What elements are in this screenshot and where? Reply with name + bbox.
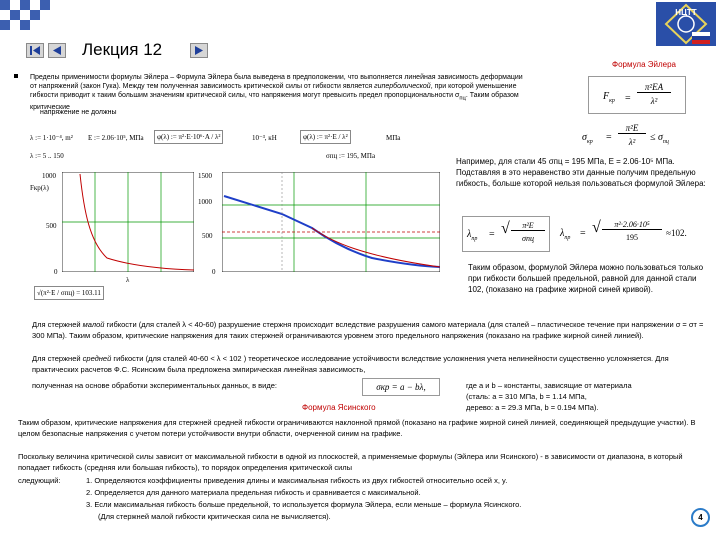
mathcad-stress-plot [222, 172, 440, 272]
checkered-corner-decoration [0, 0, 60, 30]
steps-label: следующий: [18, 476, 61, 485]
next-slide-icon [191, 44, 207, 57]
steel-constants: (сталь: a = 310 МПа, b = 1.14 МПа, [466, 392, 587, 401]
euler-force-formula-box: $F_{кр}$ = π²EA λ² [588, 76, 686, 114]
logo-text: НЦТТ [675, 8, 697, 17]
critical-stress-formula: $\sigma_{кр}$ = π²E λ² ≤ $\sigma_{пц}$ [582, 123, 669, 147]
next-slide-button[interactable] [190, 43, 208, 58]
step-1: 1. Определяются коэффициенты приведения длины и максимальная гибкость из двух гибкостей относительно осей x, y. [86, 476, 508, 485]
f1-lhs: $F_{кр}$ [603, 91, 615, 104]
step-2: 2. Определяется для данного материала предельная гибкость и сравнивается с максимальной. [86, 488, 421, 497]
small-slenderness-paragraph: Для стержней малой гибкости (для сталей λ < 40-60) разрушение стержня происходит вследствие разрушения самого материала (для сталей – пластическое течение при напряжении σ = σт = 300 МПа). Таким образом, критические напряжения для таких стержней ограничиваются уровнем этого предельного напряжения (показано на графике жирной синей линией). [32, 320, 704, 340]
first-slide-button[interactable] [26, 43, 44, 58]
medium-slenderness-paragraph: Для стержней средней гибкости (для сталей 40-60 < λ < 102 ) теоретическое исследование устойчивости вследствие усложнения учета нелинейности существенно усложняется. Для практических расчетов Ф.С. Ясинским была предложена эмпирическая линейная зависимость, [32, 354, 669, 374]
constants-note: где a и b – константы, зависящие от материала [466, 381, 632, 390]
euler-formula-heading: Формула Эйлера [612, 60, 676, 69]
institution-logo [656, 2, 716, 46]
f1-numerator: π²EA [637, 82, 671, 93]
yasinsky-formula-box: σкр = a − bλ, [362, 378, 440, 396]
mathcad-worksheet: λ := 1·10⁻⁴, m² E := 2.06·10⁵, МПа φ(λ) := π²·E·10⁶·A / λ² 10⁻³, кН φ(λ) := π²·E / λ² МПа λ := 5 .. 150 σпц := 195, МПа Fкр(λ) 1000 500 0 1500 1000 500 0 λ √(π²·E / σпц) = 103.11 [26, 120, 446, 316]
intro-line-2: напряжение не должны [40, 109, 117, 116]
limit-slenderness-calc: √(π²·E / σпц) = 103.11 [34, 286, 104, 300]
intro-paragraph: Пределы применимости формулы Эйлера – Формула Эйлера была выведена в предположении, что выполняется линейная зависимость деформации от напряжений (закон Гука). Между тем полученная зависимость критической силы от гибкости является гиперболической, при которой уменьшение гибкости приводит к таким большим значениям критической силы, что напряжения могут превысить предел пропорциональности $\sigma_{пц}$. Таким образом критические [30, 74, 523, 112]
yasinsky-intro-line: полученная на основе обработки экспериментальных данных, в виде: [32, 381, 277, 390]
yasinsky-formula-heading: Формула Ясинского [302, 403, 376, 412]
step-note: (Для стержней малой гибкости критическая сила не вычисляется). [98, 512, 331, 521]
limit-slenderness-numeric: $\lambda_{пр}$ = √ π²·2.06·10⁵ 195 ≈102. [560, 219, 687, 242]
mathcad-small-plot [62, 172, 194, 272]
previous-slide-button[interactable] [48, 43, 66, 58]
wood-constants: дерево: a = 29.3 МПа, b = 0.194 МПа). [466, 403, 599, 412]
limit-slenderness-general-box: $\lambda_{пр}$ = √ π²E σпц [462, 216, 550, 252]
step-3: 3. Если максимальная гибкость больше предельной, то используется формула Эйлера, если меньше – формула Ясинского. [86, 500, 522, 509]
first-slide-icon [27, 44, 43, 57]
page-number-badge: 4 [691, 508, 710, 527]
previous-slide-icon [49, 44, 65, 57]
conclusion-paragraph: Таким образом, формулой Эйлера можно пользоваться только при гибкости большей предельной, равной для данной стали 102, (показано на графике жирной синей кривой). [468, 263, 704, 294]
limit-slenderness-formulas [462, 212, 702, 254]
f1-denominator: λ² [650, 96, 658, 106]
example-paragraph: Например, для стали 45 σпц = 195 МПа, E = 2.06·10⁵ МПа. Подставляя в это неравенство эти данные получим предельную гибкость, больше которой нельзя пользоваться формулой Эйлера: [456, 157, 706, 188]
lecture-title: Лекция 12 [82, 40, 163, 59]
procedure-paragraph: Поскольку величина критической силы зависит от максимальной гибкости в одной из плоскостей, а применяемые формулы (Эйлера или Ясинского) - в зависимости от диапазона, в который попадает гибкость (средняя или большая гибкость), то порядок определения критической силы [18, 452, 683, 472]
summary-paragraph: Таким образом, критические напряжения для стержней средней гибкости ограничиваются наклонной прямой (показано на графике жирной синей линией, соединяющей предыдущие участки). В целом безопасные напряжения с учетом потери устойчивости внутри области, очерченной синим на графике. [18, 418, 696, 438]
bullet-icon [14, 74, 18, 78]
